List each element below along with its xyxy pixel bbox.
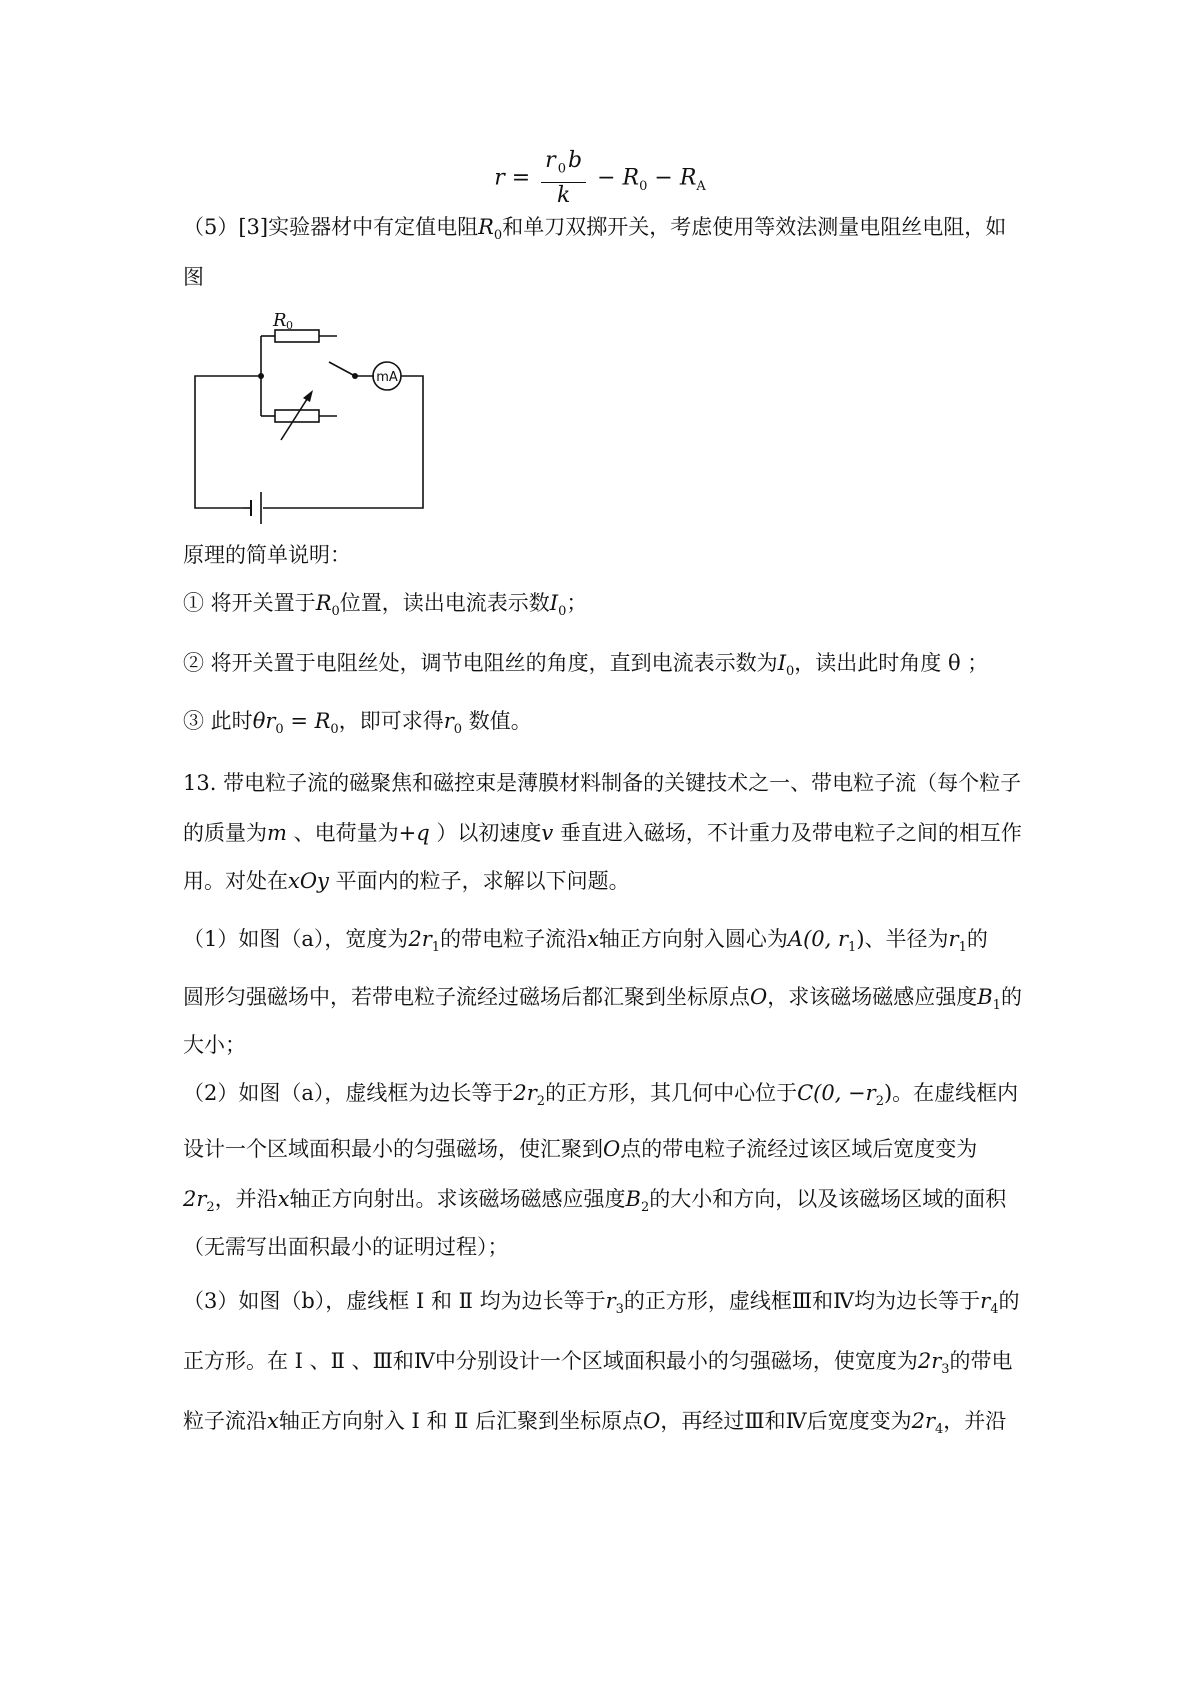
q13-line3: 用。对处在xOy 平面内的粒子，求解以下问题。: [183, 869, 630, 893]
R0-label: R: [273, 310, 287, 331]
sub2-line3: $2r_2$，并沿x轴正方向射出。求该磁场磁感应强度$B_2$的大小和方向，以及该磁场区域的面积: [183, 1187, 1007, 1216]
arrow-head-icon: [303, 390, 313, 402]
switch-pivot-dot: [352, 373, 358, 379]
sub1-line3: 大小；: [183, 1033, 246, 1057]
step-3: ③ 此时$\theta r_0 = R_0$，即可求得$r_0$ 数值。: [183, 709, 532, 738]
q13-line2: 的质量为m 、电荷量为+q ）以初速度v 垂直进入磁场，不计重力及带电粒子之间的相互作: [183, 821, 1022, 845]
sub1-line2: 圆形匀强磁场中，若带电粒子流经过磁场后都汇聚到坐标原点O，求该磁场磁感应强度$B_1$的: [183, 985, 1022, 1014]
principle-heading: 原理的简单说明：: [183, 543, 351, 567]
sub2-line1: （2）如图（a），虚线框为边长等于$2r_2$的正方形，其几何中心位于C(0, $-r_2$)。在虚线框内: [183, 1081, 1019, 1110]
svg-text:0: 0: [286, 319, 293, 332]
sub2-line4: （无需写出面积最小的证明过程）；: [183, 1235, 509, 1259]
q13-line1: 13. 带电粒子流的磁聚焦和磁控束是薄膜材料制备的关键技术之一、带电粒子流（每个粒子: [183, 771, 1022, 795]
fraction: $\frac{r _0b}{k}$: [541, 148, 586, 209]
circuit-diagram: [183, 310, 453, 545]
resistance-formula: r = $\frac{r _0b}{k}$ − $R_0 - R_A$: [494, 148, 706, 209]
sub3-line1: （3）如图（b），虚线框 Ⅰ 和 Ⅱ 均为边长等于$r_3$的正方形，虚线框Ⅲ和Ⅳ均为边长等于$r_4$的: [183, 1289, 1020, 1318]
step-1: ① 将开关置于$R_0$位置，读出电流表示数$I_0$；: [183, 591, 588, 620]
step-2: ② 将开关置于电阻丝处，调节电阻丝的角度，直到电流表示数为$I_0$，读出此时角度 θ ；: [183, 651, 989, 680]
sub3-line3: 粒子流沿x轴正方向射入 Ⅰ 和 Ⅱ 后汇聚到坐标原点O，再经过Ⅲ和Ⅳ后宽度变为$2r_4$，并沿: [183, 1409, 1007, 1438]
sub2-line2: 设计一个区域面积最小的匀强磁场，使汇聚到O点的带电粒子流经过该区域后宽度变为: [183, 1137, 978, 1161]
junction-dot: [258, 373, 264, 379]
sub3-line2: 正方形。在 Ⅰ 、Ⅱ 、Ⅲ和Ⅳ中分别设计一个区域面积最小的匀强磁场，使宽度为$2r_3$的带电: [183, 1349, 1013, 1378]
sub1-line1: （1）如图（a），宽度为$2r_1$的带电粒子流沿x轴正方向射入圆心为A(0, $r_1$)、半径为$r_1$的: [183, 927, 988, 956]
part5-line2: 图: [183, 265, 204, 289]
milliammeter-label: mA: [376, 370, 398, 385]
part5-line1: （5）[3]实验器材中有定值电阻$R_0$和单刀双掷开关，考虑使用等效法测量电阻丝电阻，如: [183, 215, 1007, 244]
